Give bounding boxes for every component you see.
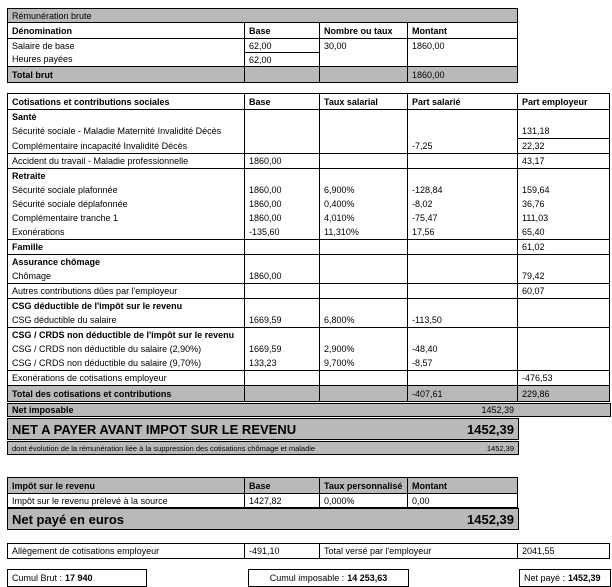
row-value xyxy=(245,255,320,270)
table-row xyxy=(8,328,610,343)
row-label: CSG / CRDS non déductible de l'impôt sur le revenu xyxy=(12,330,235,340)
row-value xyxy=(518,313,610,328)
impot-table xyxy=(7,477,518,508)
box-value: 17 940 xyxy=(65,573,93,583)
row-value xyxy=(408,255,518,270)
row-value: 4,010% xyxy=(320,211,408,225)
row-value xyxy=(408,328,518,343)
row-label: Sécurité sociale plafonnée xyxy=(12,185,118,195)
total-cotisations-row xyxy=(8,386,610,402)
bar-value: 1452,39 xyxy=(467,421,514,437)
row-value xyxy=(408,269,518,284)
row-value xyxy=(320,169,408,184)
row-value: 1860,00 xyxy=(245,211,320,225)
row-value: 1669,59 xyxy=(245,342,320,356)
col-header: Base xyxy=(245,23,320,39)
row-label: Allègement de cotisations employeur xyxy=(12,546,160,556)
table-row xyxy=(8,154,610,169)
bar-value: 1452,39 xyxy=(481,405,514,415)
row-value: -48,40 xyxy=(408,342,518,356)
col-header: Nombre ou taux xyxy=(320,23,408,39)
col-header: Montant xyxy=(408,478,518,494)
section-title-row xyxy=(8,9,518,23)
row-label: Salaire de base xyxy=(12,40,75,51)
row-label: Complémentaire incapacité Invalidité Décès xyxy=(8,139,245,154)
row-value: 22,32 xyxy=(518,139,610,154)
col-header: Cotisations et contributions sociales xyxy=(8,94,245,110)
row-value xyxy=(245,284,320,299)
col-header: Taux salarial xyxy=(320,94,408,110)
net-a-payer-bar xyxy=(7,418,519,440)
row-value xyxy=(408,110,518,125)
col-header: Taux personnalisé xyxy=(320,478,408,494)
row-value: -113,50 xyxy=(408,313,518,328)
remuneration-table xyxy=(7,8,518,83)
row-label: CSG / CRDS non déductible du salaire (2,90%) xyxy=(12,344,202,354)
row-value: 6,800% xyxy=(320,313,408,328)
row-label: CSG déductible de l'impôt sur le revenu xyxy=(12,301,183,311)
row-value: 133,23 xyxy=(245,356,320,371)
header-row xyxy=(8,478,518,494)
table-row xyxy=(8,110,610,125)
row-value xyxy=(320,255,408,270)
row-label: Exonérations xyxy=(8,225,245,240)
row-value: 79,42 xyxy=(518,269,610,284)
cotisations-body xyxy=(8,110,610,386)
table-row xyxy=(8,197,610,211)
row-label: Impôt sur le revenu prélevé à la source xyxy=(12,495,168,506)
bar-label: NET A PAYER AVANT IMPOT SUR LE REVENU xyxy=(12,421,297,437)
row-label: CSG déductible du salaire xyxy=(8,313,245,328)
row-label: Heures payées xyxy=(12,54,73,65)
box-label: Net payé : xyxy=(524,573,566,583)
row-value: 65,40 xyxy=(518,225,610,240)
row-value xyxy=(245,67,320,83)
row-value xyxy=(320,154,408,169)
row-value: 1860,00 xyxy=(245,154,320,169)
row-value: 60,07 xyxy=(518,284,610,299)
bar-label: Net imposable xyxy=(12,405,74,415)
row-label: Autres contributions dûes par l'employeur xyxy=(8,284,245,299)
bar-value: 1452,39 xyxy=(486,443,514,453)
row-value: -476,53 xyxy=(518,371,610,386)
table-row xyxy=(8,342,610,356)
row-value: 229,86 xyxy=(518,386,610,402)
row-value xyxy=(245,169,320,184)
row-value: -128,84 xyxy=(408,183,518,197)
col-header: Base xyxy=(245,478,320,494)
bar-value: 1452,39 xyxy=(467,511,514,527)
row-value: 2,900% xyxy=(320,342,408,356)
row-value: 30,00 xyxy=(320,39,408,53)
row-value xyxy=(320,386,408,402)
table-row xyxy=(8,183,610,197)
header-row xyxy=(8,23,518,39)
row-value: 2041,55 xyxy=(518,544,610,559)
row-value xyxy=(408,53,518,67)
row-value: 0,000% xyxy=(320,494,408,508)
table-row xyxy=(8,371,610,386)
row-value: -8,02 xyxy=(408,197,518,211)
row-value: 9,700% xyxy=(320,356,408,371)
row-value xyxy=(320,269,408,284)
row-label: Total versé par l'employeur xyxy=(320,544,518,559)
row-value: -407,61 xyxy=(408,386,518,402)
row-label: Exonérations de cotisations employeur xyxy=(8,371,245,386)
row-value xyxy=(320,299,408,314)
table-row xyxy=(8,211,610,225)
table-row xyxy=(8,124,610,139)
table-row xyxy=(8,544,610,559)
net-paye-bar xyxy=(7,508,519,530)
row-value xyxy=(245,124,320,139)
row-value xyxy=(408,124,518,139)
row-value: 1669,59 xyxy=(245,313,320,328)
row-value xyxy=(320,139,408,154)
row-value xyxy=(518,110,610,125)
table-row xyxy=(8,240,610,255)
row-value: 6,900% xyxy=(320,183,408,197)
box-label: Cumul Brut : xyxy=(12,573,63,583)
row-value xyxy=(245,139,320,154)
total-brut-row xyxy=(8,67,518,83)
cumul-imposable-box xyxy=(248,569,409,587)
table-row xyxy=(8,269,610,284)
row-label: CSG / CRDS non déductible du salaire (9,70%) xyxy=(8,356,245,371)
row-value: -491,10 xyxy=(245,544,320,559)
cotisations-table xyxy=(7,93,610,402)
row-value xyxy=(320,371,408,386)
row-value xyxy=(320,328,408,343)
row-label: Assurance chômage xyxy=(12,257,101,267)
row-value: -7,25 xyxy=(408,139,518,154)
row-value xyxy=(408,169,518,184)
row-value xyxy=(518,342,610,356)
box-value: 14 253,63 xyxy=(347,573,388,583)
header-row xyxy=(8,94,610,110)
row-value xyxy=(320,53,408,67)
row-label: Retraite xyxy=(12,171,46,181)
table-row xyxy=(8,39,518,53)
row-value xyxy=(320,67,408,83)
col-header: Dénomination xyxy=(8,23,245,39)
row-value: 61,02 xyxy=(518,240,610,255)
row-value xyxy=(518,328,610,343)
col-header: Montant xyxy=(408,23,518,39)
table-row xyxy=(8,494,518,508)
row-value: 43,17 xyxy=(518,154,610,169)
cumul-brut-box xyxy=(7,569,147,587)
row-value: 62,00 xyxy=(245,53,320,67)
row-value xyxy=(408,299,518,314)
row-value xyxy=(320,284,408,299)
row-label: Sécurité sociale - Maladie Maternité Invalidité Décès xyxy=(12,126,222,137)
row-value xyxy=(408,371,518,386)
row-value xyxy=(245,299,320,314)
row-value: 11,310% xyxy=(320,225,408,240)
col-header: Part employeur xyxy=(518,94,610,110)
row-value: 111,03 xyxy=(518,211,610,225)
row-value: 1860,00 xyxy=(245,183,320,197)
row-value: 1860,00 xyxy=(408,39,518,53)
row-value xyxy=(320,110,408,125)
dont-evolution-bar xyxy=(7,441,519,455)
net-imposable-bar xyxy=(7,403,611,417)
box-value: 1452,39 xyxy=(568,573,601,583)
row-value: -135,60 xyxy=(245,225,320,240)
table-row xyxy=(8,255,610,270)
row-label: Chômage xyxy=(8,269,245,284)
row-value: 1860,00 xyxy=(245,197,320,211)
row-value: 1427,82 xyxy=(245,494,320,508)
table-row xyxy=(8,53,518,67)
col-header: Base xyxy=(245,94,320,110)
row-value xyxy=(518,299,610,314)
col-header: Impôt sur le revenu xyxy=(8,478,245,494)
row-value: 36,76 xyxy=(518,197,610,211)
row-value: 159,64 xyxy=(518,183,610,197)
table-row xyxy=(8,356,610,371)
bar-label: Net payé en euros xyxy=(12,511,124,527)
row-value xyxy=(245,110,320,125)
cumul-boxes xyxy=(7,569,612,587)
col-header: Part salarié xyxy=(408,94,518,110)
row-value: 0,400% xyxy=(320,197,408,211)
table-row xyxy=(8,225,610,240)
net-paye-box xyxy=(519,569,611,587)
row-value: 62,00 xyxy=(245,39,320,53)
table-row xyxy=(8,169,610,184)
row-value: -8,57 xyxy=(408,356,518,371)
row-value xyxy=(245,328,320,343)
row-value xyxy=(245,371,320,386)
row-value xyxy=(320,240,408,255)
row-value xyxy=(245,240,320,255)
box-label: Cumul imposable : xyxy=(269,573,345,583)
row-value: -75,47 xyxy=(408,211,518,225)
row-label: Famille xyxy=(8,240,245,255)
allegement-table xyxy=(7,543,610,559)
row-value xyxy=(408,284,518,299)
row-label: Sécurité sociale déplafonnée xyxy=(12,199,128,209)
table-row xyxy=(8,284,610,299)
row-label: Total des cotisations et contributions xyxy=(8,386,245,402)
row-value xyxy=(518,356,610,371)
bar-label: dont évolution de la rémunération liée à la suppression des cotisations chômage et maladie xyxy=(12,443,316,453)
table-row xyxy=(8,313,610,328)
row-label: Accident du travail - Maladie professionnelle xyxy=(8,154,245,169)
row-value xyxy=(245,386,320,402)
row-value: 17,56 xyxy=(408,225,518,240)
row-value xyxy=(518,255,610,270)
row-value xyxy=(320,124,408,139)
row-value: 1860,00 xyxy=(408,67,518,83)
row-label: Santé xyxy=(12,112,37,122)
table-row xyxy=(8,139,610,154)
row-label: Total brut xyxy=(8,67,245,83)
row-value: 131,18 xyxy=(518,124,610,139)
table-row xyxy=(8,299,610,314)
row-value: 0,00 xyxy=(408,494,518,508)
row-value xyxy=(408,154,518,169)
row-value xyxy=(518,169,610,184)
row-label: Complémentaire tranche 1 xyxy=(12,213,119,223)
row-value: 1860,00 xyxy=(245,269,320,284)
row-value xyxy=(408,240,518,255)
section-title: Rémunération brute xyxy=(8,9,518,23)
